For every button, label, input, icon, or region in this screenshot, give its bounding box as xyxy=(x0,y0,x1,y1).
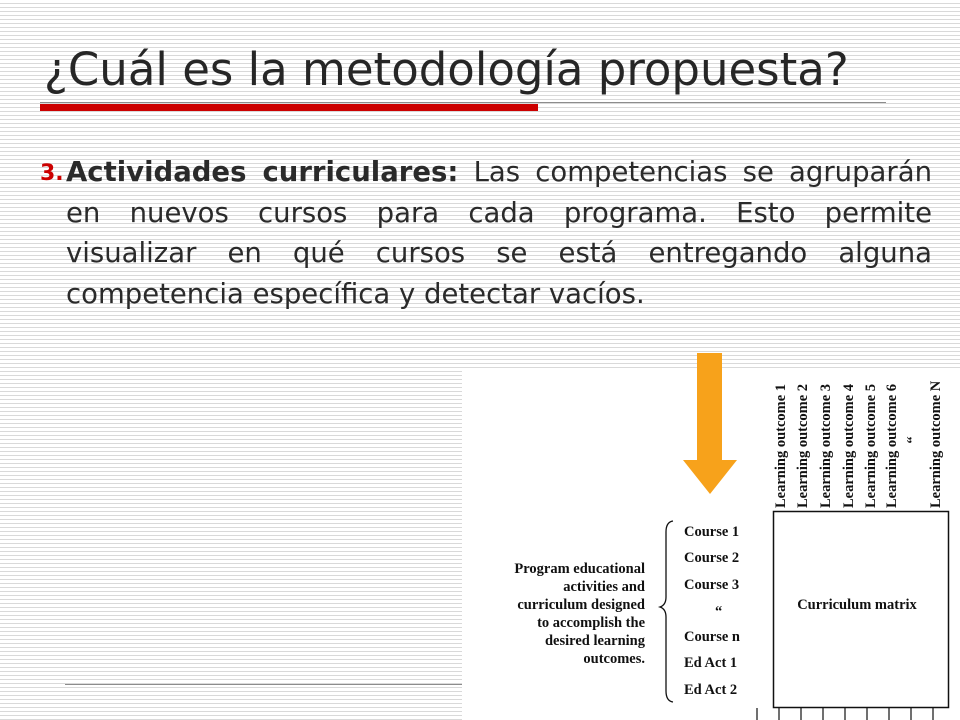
item-number: 3. xyxy=(40,161,64,186)
item-line-4: competencia específica y detectar vacíos. xyxy=(66,277,645,310)
column-label-learning-outcome-1: Learning outcome 1 xyxy=(773,383,789,508)
item-line-2: en nuevos cursos para cada programa. Esto permite xyxy=(66,196,932,229)
row-label-ed-act-1: Ed Act 1 xyxy=(684,655,738,671)
row-label-course-3: Course 3 xyxy=(684,577,740,593)
row-label-ed-act-2: Ed Act 2 xyxy=(684,682,738,698)
slide-title: ¿Cuál es la metodología propuesta? xyxy=(44,43,849,96)
column-label-learning-outcome-2: Learning outcome 2 xyxy=(795,383,811,508)
column-label-learning-outcome-n: Learning outcome N xyxy=(928,380,944,508)
column-label-ditto-mark: “ xyxy=(905,436,921,444)
column-label-learning-outcome-6: Learning outcome 6 xyxy=(884,383,900,508)
row-label-course-2: Course 2 xyxy=(684,550,740,566)
item-text: Las competencias se agruparán xyxy=(473,156,932,188)
description-line: to accomplish the xyxy=(537,615,645,631)
column-label-learning-outcome-3: Learning outcome 3 xyxy=(818,383,834,508)
row-label-ditto-mark: “ xyxy=(715,604,723,620)
row-label-course-1: Course 1 xyxy=(684,524,740,540)
description-line: Program educational xyxy=(514,561,645,577)
item-line-3: visualizar en qué cursos se está entregando alguna xyxy=(66,237,932,269)
column-label-learning-outcome-5: Learning outcome 5 xyxy=(863,383,879,508)
curriculum-matrix-label: Curriculum matrix xyxy=(797,597,917,613)
description-line: outcomes. xyxy=(583,651,645,667)
item-heading: Actividades curriculares: xyxy=(66,156,459,188)
description-line: activities and xyxy=(563,579,645,595)
column-label-learning-outcome-4: Learning outcome 4 xyxy=(841,383,857,508)
row-label-course-n: Course n xyxy=(684,629,740,645)
description-line: curriculum designed xyxy=(517,597,645,613)
description-line: desired learning xyxy=(544,633,645,649)
